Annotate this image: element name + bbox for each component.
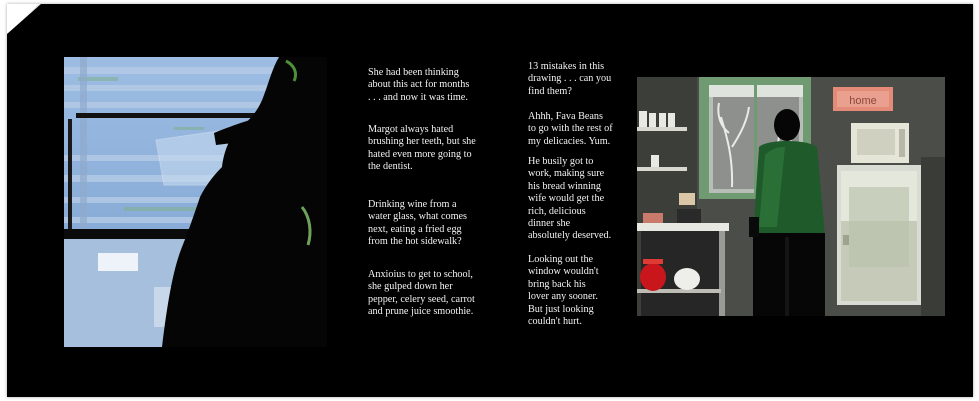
story-paragraph: 13 mistakes in this drawing . . . can you find them? bbox=[528, 61, 612, 97]
illustration-kitchen bbox=[637, 77, 945, 316]
home-sign-label: home bbox=[849, 95, 877, 107]
story-paragraph: Margot always hated brushing her teeth, but she hated even more going to the dentist. bbox=[368, 124, 476, 173]
story-paragraph: She had been thinking about this act for months . . . and now it was time. bbox=[368, 67, 470, 103]
story-paragraph: He busily got to work, making sure his bread winning wife would get the rich, delicious dinner she absolutely deserved. bbox=[528, 156, 612, 242]
illustration-silhouette-window bbox=[64, 57, 327, 347]
story-paragraph: Drinking wine from a water glass, what comes next, eating a fried egg from the hot sidewalk? bbox=[368, 199, 468, 248]
story-paragraph: Anxioius to get to school, she gulped down her pepper, celery seed, carrot and prune juice smoothie. bbox=[368, 269, 475, 318]
story-paragraph: Looking out the window wouldn't bring back his lover any sooner. But just looking couldn't hurt. bbox=[528, 254, 599, 328]
story-paragraph: Ahhh, Fava Beans to go with the rest of my delicacies. Yum. bbox=[528, 111, 613, 147]
